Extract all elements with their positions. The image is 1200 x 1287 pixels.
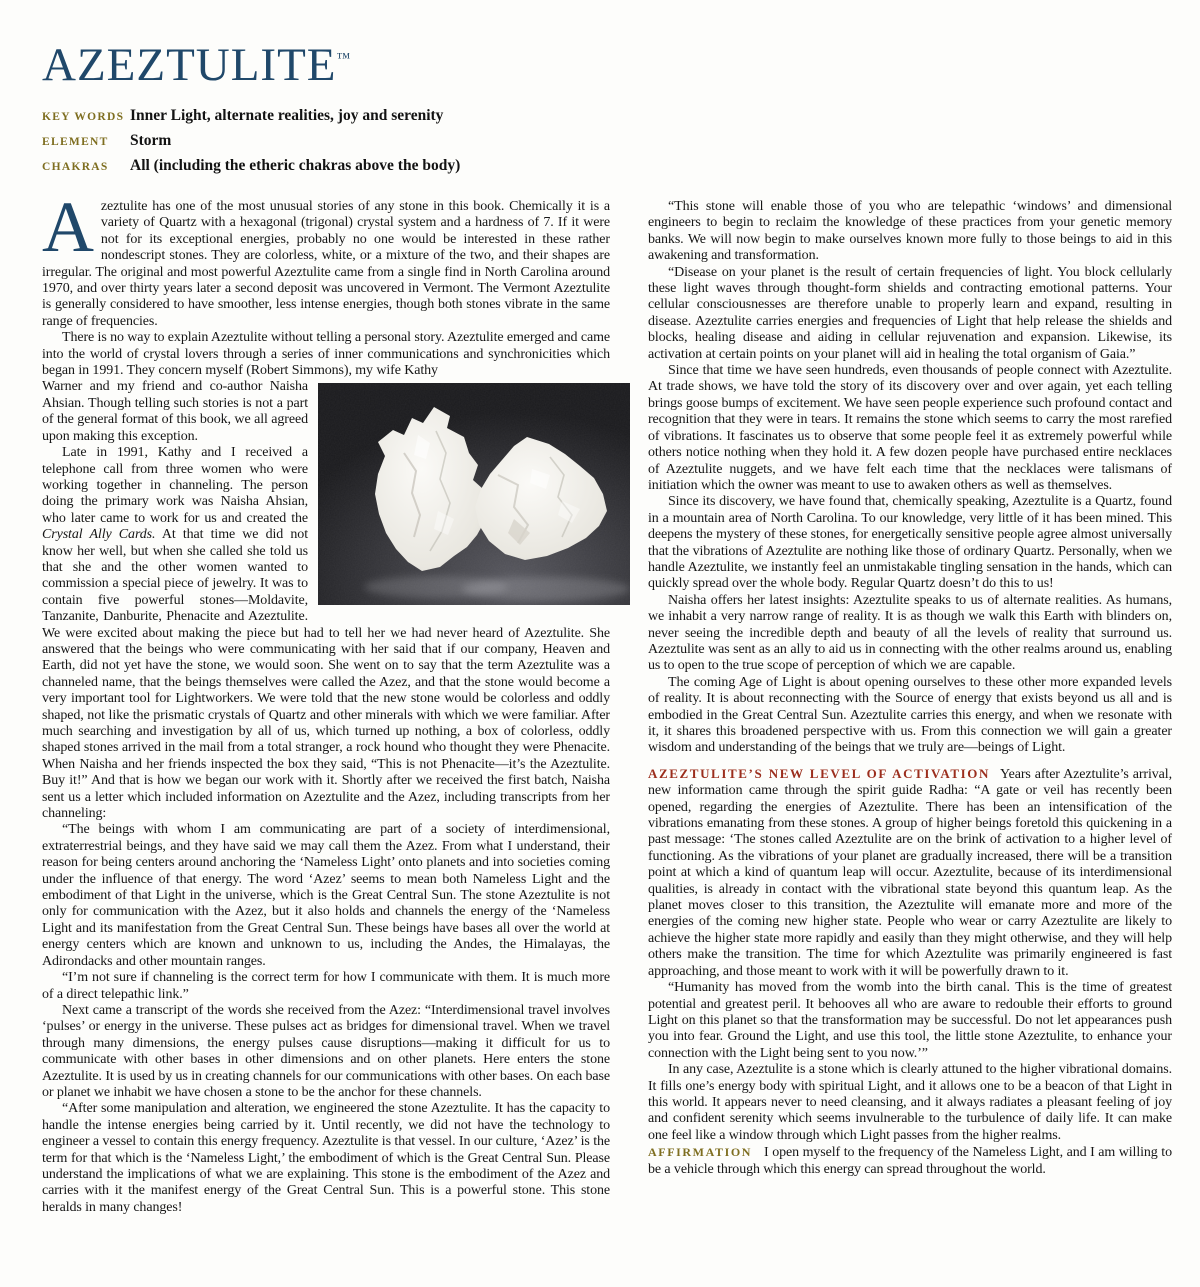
paragraph-text: zeztulite has one of the most unusual stories of any stone in this book. Chemically it is a variety of Quartz with a hexagonal (trigonal) crystal system and a hardness of 7. If it were not for its exceptional energies, probably no one would be interested in these rather nondescript stones. They are colorless, white, or a mixture of the two, and their shapes are irregular. The original and most powerful Azeztulite came from a single find in North Carolina around 1970, and over thirty years later a second deposit was uncovered in Vermont. The Vermont Azeztulite is generally considered to have smoother, less intense energies, though both stones vibrate in the same range of frequencies.: [42, 199, 610, 329]
stones-illustration: [318, 383, 630, 605]
element-row: [42, 129, 1172, 154]
azeztulite-stones-photo: [318, 383, 630, 605]
paragraph-text: Naisha offers her latest insights: Azeztulite speaks to us of alternate realities. As humans, we inhabit a very narrow range of reality. It is as though we walk this Earth with blinders on, never seeing the incredible depth and beauty of all the levels of reality that surround us. Azeztulite was sent as an ally to aid us in connecting with the other realms around us, enabling us to open to the true scope of perception of which we are capable.: [648, 592, 1172, 674]
two-column-text: [42, 187, 1172, 1216]
paragraph-text: The coming Age of Light is about opening ourselves to these other more expanded levels of reality. It is about reconnecting with the Source of energy that exists beyond us all and is embodied in the Great Central Sun. Azeztulite carries this energy, and when we resonate with it, it shares this broadened perspective with us. From this connection we will gain a greater wisdom and understanding of the beings that we truly are—beings of Light.: [648, 674, 1172, 756]
book-title-italic: Crystal Ally Cards.: [42, 527, 156, 543]
body-paragraph: [648, 675, 1172, 757]
body-paragraph: [648, 980, 1172, 1062]
paragraph-text: “Humanity has moved from the womb into the birth canal. This is the time of greatest potential and greatest peril. It behooves all who are aware to redouble their efforts to ground Light on this planet so that the transformation may be successful. Do not let appearances push you into fear. Ground the Light, and use this tool, the little stone Azeztulite, to enhance your connection with the Light being sent to you now.’”: [648, 980, 1172, 1061]
body-paragraph: [648, 265, 1172, 363]
drop-cap: A: [42, 187, 94, 267]
trademark-symbol: ™: [336, 51, 351, 66]
paragraph-text: In any case, Azeztulite is a stone which is clearly attuned to the higher vibrational domains. It fills one’s energy body with spiritual Light, and it allows one to be a beacon of that Light in this world. It appears never to need cleansing, and it always radiates a pleasant feeling of joy and confident serenity which seems invulnerable to the turbulence of daily life. It can make one feel like a window through which Light passes from the higher realms.: [648, 1062, 1172, 1143]
keywords-label: KEY WORDS: [42, 111, 125, 123]
chakras-label: CHAKRAS: [42, 161, 109, 173]
body-paragraph: [648, 494, 1172, 592]
paragraph-text: There is no way to explain Azeztulite without telling a personal story. Azeztulite emerged and came into the world of crystal lovers through a series of inner communications and synchronicities which began in 1991. They concern myself (Robert Simmons), my wife Kathy: [42, 330, 610, 379]
body-paragraph: [648, 199, 1172, 265]
element-label: ELEMENT: [42, 136, 109, 148]
keywords-value: Inner Light, alternate realities, joy and serenity: [130, 107, 444, 124]
paragraph-text: “The beings with whom I am communicating are part of a society of interdimensional, extraterrestrial beings, and they have said we may call them the Azez. From what I understand, their reason for being centers around anchoring the ‘Nameless Light’ onto planets and into societies coming under the influence of that energy. The word ‘Azez’ seems to mean both Nameless Light and the embodiment of that Light in the universe, which is the Great Central Sun. The stone Azeztulite is not only for communication with the Azez, but it also holds and channels the energy of the ‘Nameless Light and its manifestation from the Great Central Sun. These beings have bases all over the world at energy centers which are known and unknown to us, including the Andes, the Himalayas, the Adirondacks and other mountain ranges.: [42, 822, 610, 969]
affirmation-text: I open myself to the frequency of the Nameless Light, and I am willing to be a vehicle through which this energy can spread throughout the world.: [648, 1145, 1172, 1177]
paragraph-text: “Disease on your planet is the result of certain frequencies of light. You block cellularly these light waves through thought-form shields and contracting emotional patterns. Your cellular consciousnesses are therefore unable to properly learn and expand, resulting in disease. Azeztulite carries energies and frequencies of Light that help release the shields and blocks, healing disease and aiding in cellular rejuvenation and expansion. Likewise, its activation at certain points on your planet will aid in healing the total organism of Gaia.”: [648, 264, 1172, 362]
chakras-row: [42, 154, 1172, 179]
paragraph-text: “I’m not sure if channeling is the correct term for how I communicate with them. It is much more of a direct telepathic link.”: [42, 970, 610, 1002]
chakras-value: All (including the etheric chakras above the body): [130, 157, 461, 174]
paragraph-text: Warner and my friend and co-author Naisha Ahsian. Though telling such stories is not a part of the general format of this book, we all agreed upon making this exception.: [42, 379, 308, 444]
paragraph-text: Since that time we have seen hundreds, even thousands of people connect with Azeztulite. At trade shows, we have told the story of its discovery over and over again, yet each telling brings goose bumps of excitement. We have seen people experience such profound contact and recognition that they were in tears. It remains the stone which seems to carry the most rarefied of vibrations. It fascinates us to observe that some people feel it as extremely powerful while others notice nothing when they hold it. A few dozen people have purchased entire necklaces of Azeztulite nuggets, and we have felt each time that the necklaces were talismans of initiation which the owner was meant to use to awaken others as well as themselves.: [648, 363, 1172, 493]
paragraph-text: Since its discovery, we have found that, chemically speaking, Azeztulite is a Quartz, found in a mountain area of North Carolina. To our knowledge, very little of it has been mined. This deepens the mystery of these stones, for energetically sensitive people agree almost universally that the vibrations of Azeztulite are nothing like those of ordinary Quartz. Personally, when we handle Azeztulite, we instantly feel an unmistakable tingling sensation in the hands, which can quickly spread over the whole body. Regular Quartz doesn’t do this to us!: [648, 494, 1172, 592]
keywords-row: [42, 104, 1172, 129]
section-heading-activation: AZEZTULITE’S NEW LEVEL OF ACTIVATION: [648, 765, 990, 781]
stone-properties: [42, 104, 1172, 179]
paragraph-text: At that time we did not know her well, but when she called she told us that she and the other women wanted to commission a special piece of jewelry. It was to contain five powerful stones—Moldavite, Tanzanite, Danburite, Phenacite and Azeztulite. We were excited about making the piece but had to tell her we had never heard of Azeztulite. She answered that the beings who were communicating with her said that if our company, Heaven and Earth, did not yet have the stone, we would soon. She went on to say that the term Azeztulite was a channeled name, that the beings themselves were called the Azez, and that the stone would become a very important tool for Lightworkers. We were told that the new stone would be colorless and oddly shaped, not like the prismatic crystals of Quartz and other minerals with which we were familiar. After much searching and investigation by all of us, which turned up nothing, a box of colorless, oddly shaped stones arrived in the mail from a total stranger, a rock hound who thought they were Phenacite. When Naisha and her friends inspected the box they said, “This is not Phenacite—it’s the Azeztulite. Buy it!” And that is how we began our work with it. Shortly after we received the first batch, Naisha sent us a letter which included information on Azeztulite and the Azez, including transcripts from her channeling:: [42, 527, 610, 822]
page-title: [42, 34, 1172, 90]
body-paragraph: [648, 363, 1172, 494]
body-paragraph: [648, 593, 1172, 675]
body-paragraph: [42, 1003, 610, 1101]
body-paragraph: [42, 970, 610, 1003]
body-paragraph: [648, 1062, 1172, 1144]
paragraph-text: Late in 1991, Kathy and I received a telephone call from three women who were working together in channeling. The person doing the primary work was Naisha Ahsian, who later came to work for us and created the: [42, 445, 308, 526]
element-value: Storm: [130, 132, 172, 149]
affirmation-label: AFFIRMATION: [648, 1145, 753, 1160]
paragraph-text: Next came a transcript of the words she received from the Azez: “Interdimensional travel involves ‘pulses’ or energy in the universe. These pulses act as bridges for dimensional travel. When we travel through many dimensions, the energy pulses cause disruptions—making it difficult for us to communicate with other bases in other dimensions and on other planets. Here enters the stone Azeztulite. It is used by us in creating channels for our communications with other bases. On each base or planet we inhabit we have chosen a stone to be the anchor for these channels.: [42, 1002, 610, 1100]
paragraph-text: “After some manipulation and alteration, we engineered the stone Azeztulite. It has the capacity to handle the intense energies being carried by it. Until recently, we did not have the technology to engineer a vessel to contain this energy frequency. Azeztulite is that vessel. In our culture, ‘Azez’ is the term for that which is the ‘Nameless Light,’ the embodiment of which is the Great Central Sun. Please understand the implications of what we are explaining. This stone is the embodiment of the Azez and carries with it the manifest energy of the Great Central Sun. This is a powerful stone. This stone heralds in many changes!: [42, 1101, 610, 1215]
left-column: [42, 187, 610, 1216]
body-paragraph: [42, 187, 610, 330]
affirmation-paragraph: [648, 1144, 1172, 1178]
body-paragraph: [42, 330, 610, 379]
section-paragraph: [648, 766, 1172, 980]
paragraph-text: Years after Azeztulite’s arrival, new information came through the spirit guide Radha: “A gate or veil has recently been opened, regarding the energies of Azeztulite. There has been an intensification of the vibrations emanating from these stones. A group of higher beings foretold this quickening in a past message: ‘The stones called Azeztulite are on the brink of activation to a higher level of functioning. As the vibrations of your planet are gradually increased, there will be a transition point at which a kind of quantum leap will occur. Azeztulite, because of its interdimensional qualities, is already in contact with the vibrational state beyond this quantum leap. As the planet moves closer to this transition, the Azeztulite will emanate more and more of the energies of the coming new higher state. People who wear or carry Azeztulite are likely to achieve the higher state more rapidly and easily than they might otherwise, and they will help others make the transition. The time for which Azeztulite was primarily engineered is fast approaching, and those meant to work with it will be powerfully drawn to it.: [648, 766, 1172, 979]
body-paragraph: [42, 822, 610, 970]
right-column: [648, 199, 1172, 1178]
body-paragraph: [42, 1101, 610, 1216]
stone-name: AZEZTULITE: [42, 39, 337, 91]
paragraph-text: “This stone will enable those of you who are telepathic ‘windows’ and dimensional engineers to begin to reclaim the knowledge of these practices from your genetic memory banks. We will now begin to make ourselves known more fully to those beings to aid in this awakening and transformation.: [648, 199, 1172, 264]
